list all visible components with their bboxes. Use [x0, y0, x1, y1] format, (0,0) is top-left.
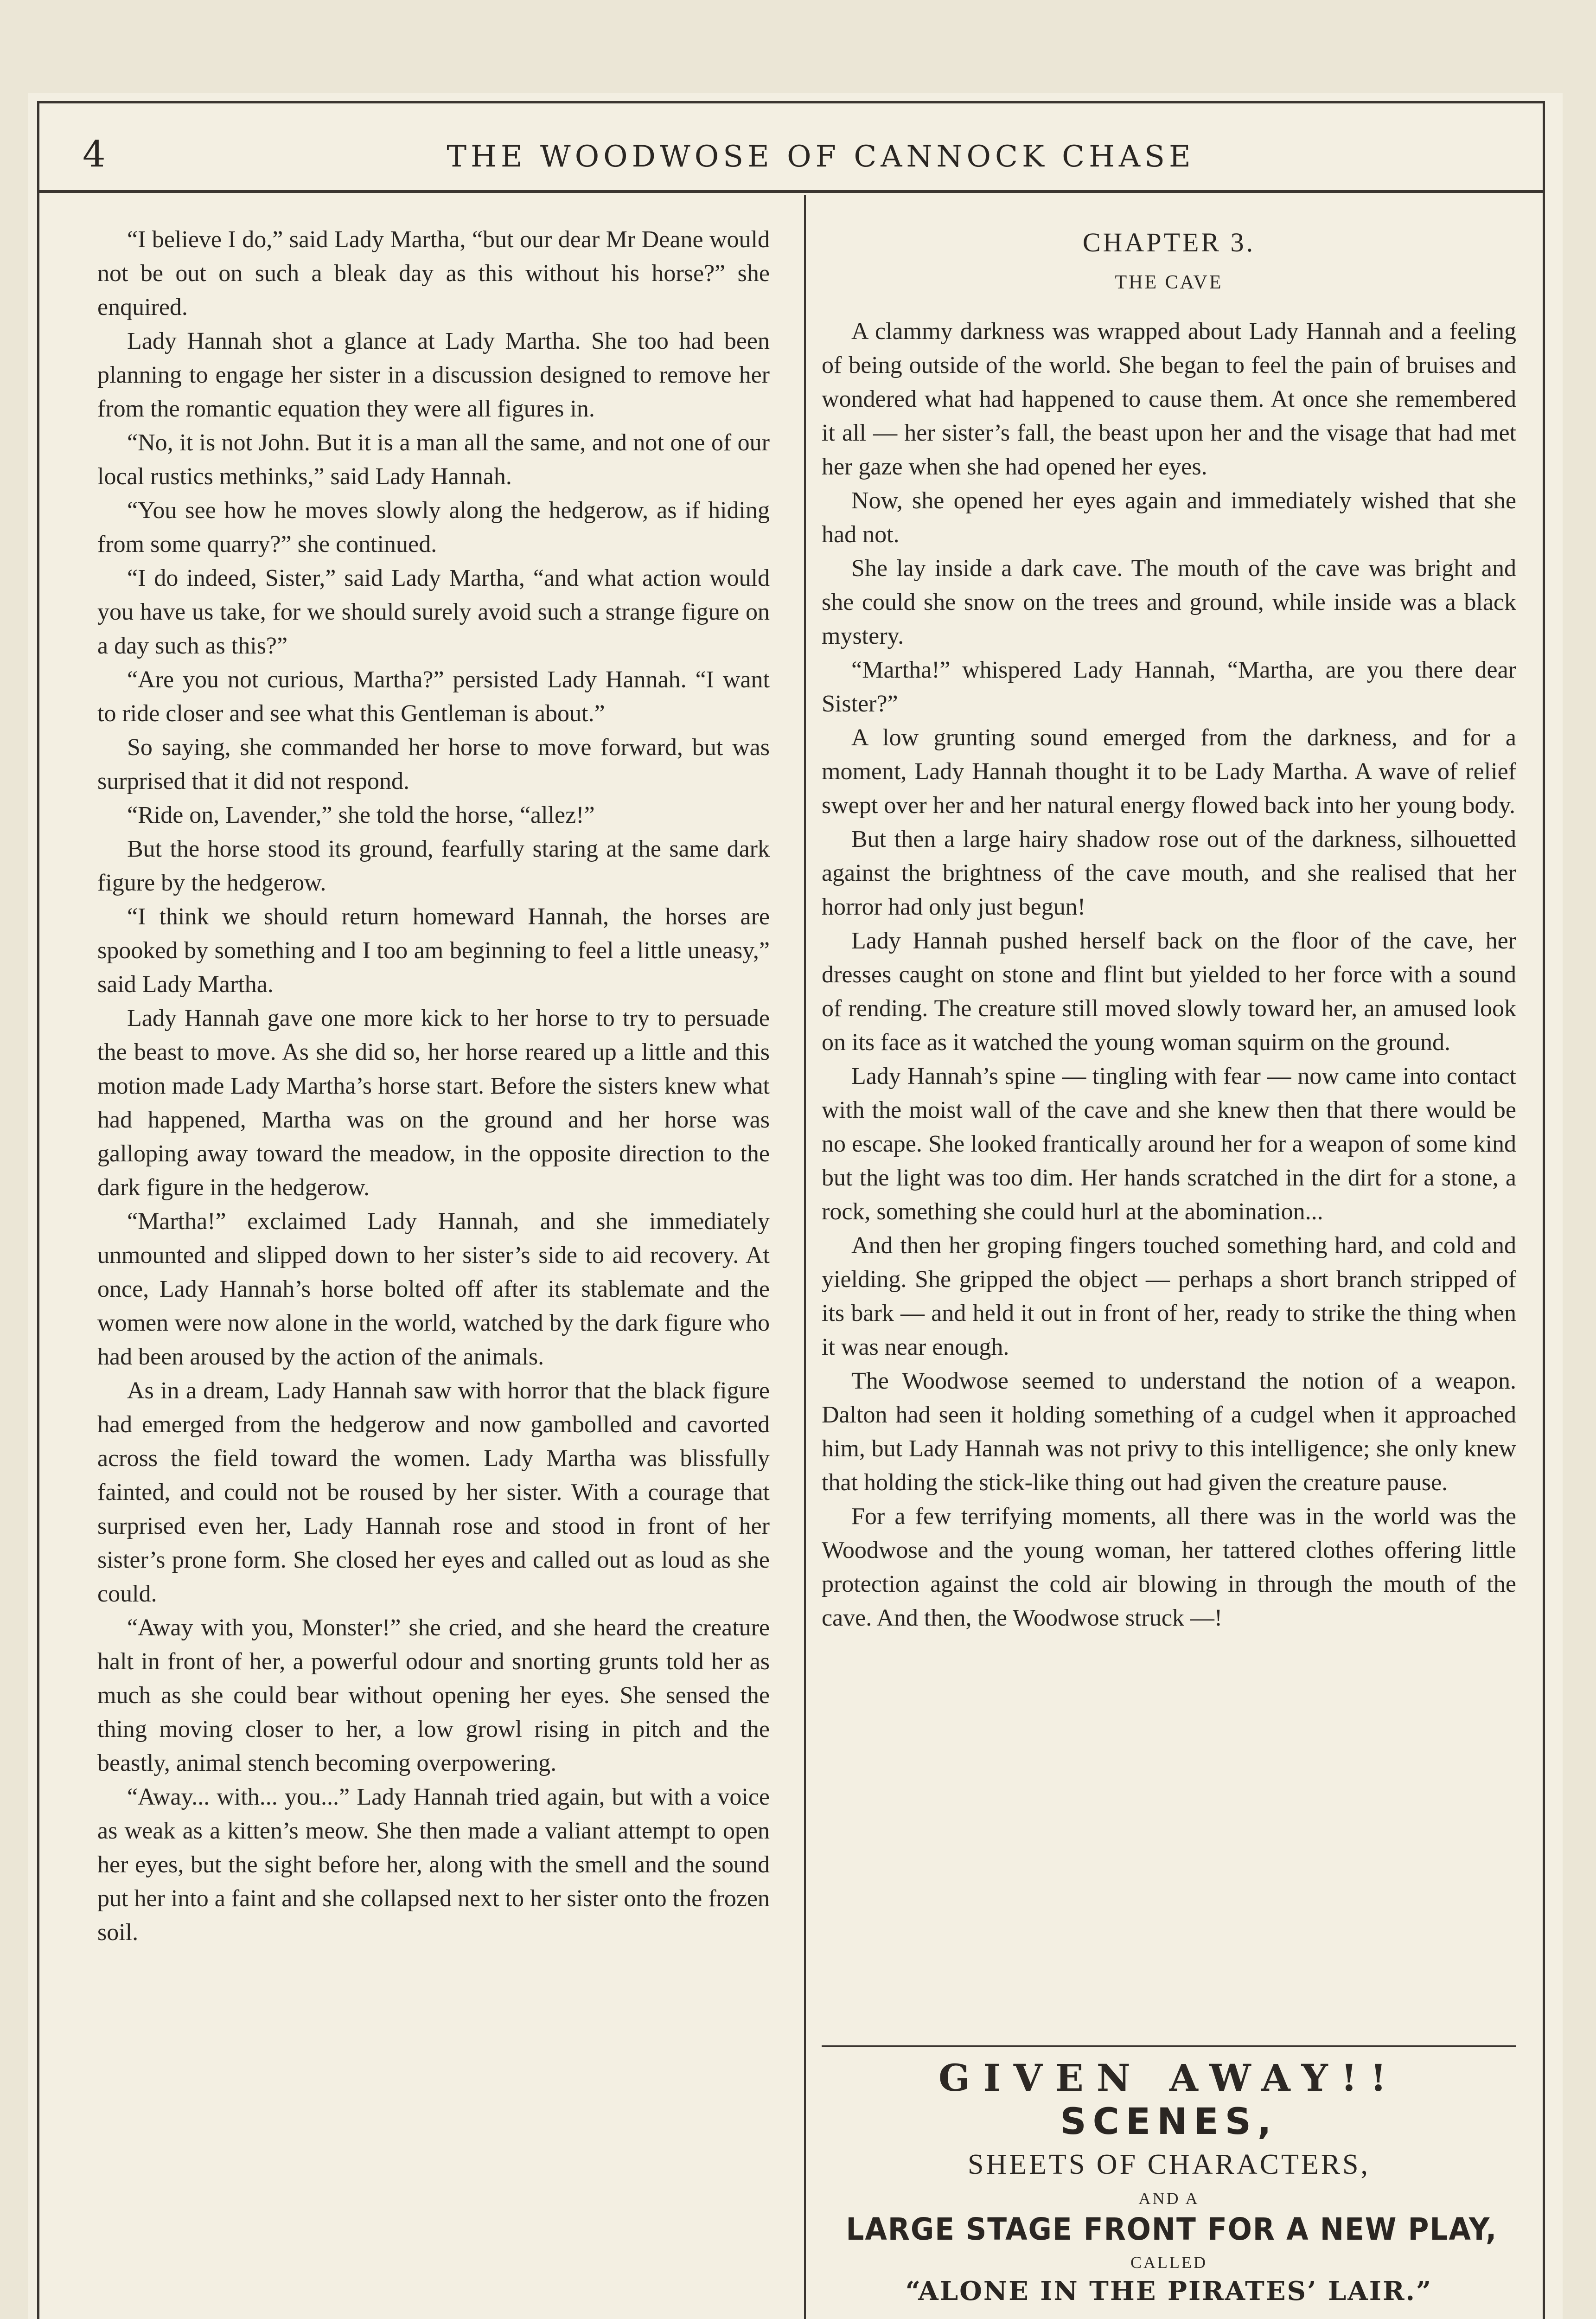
- paragraph: “Away with you, Monster!” she cried, and she heard the creature halt in front of her, a powerful odour and snorting grunts told her as much as she could bear without opening her eyes. She sensed the thing moving closer to her, a low growl rising in pitch and the beastly, animal stench becoming overpowering.: [97, 1614, 770, 1776]
- paragraph: The Woodwose seemed to understand the notion of a weapon. Dalton had seen it holding something of a cudgel when it approached him, but Lady Hannah was not privy to this intelligence; she only knew that holding the stick-like thing out had given the creature pause.: [822, 1368, 1516, 1496]
- paragraph: So saying, she commanded her horse to move forward, but was surprised that it did not respond.: [97, 734, 770, 794]
- paragraph: “I do indeed, Sister,” said Lady Martha, “and what action would you have us take, for we should surely avoid such a strange figure on a day such as this?”: [97, 565, 770, 659]
- paragraph: “I think we should return homeward Hannah, the horses are spooked by something and I too am beginning to feel a little uneasy,” said Lady Martha.: [97, 903, 770, 998]
- chapter-heading: CHAPTER 3.: [1082, 227, 1256, 257]
- paragraph: “You see how he moves slowly along the hedgerow, as if hiding from some quarry?” she continued.: [97, 497, 770, 557]
- paragraph: A low grunting sound emerged from the darkness, and for a moment, Lady Hannah thought it to be Lady Martha. A wave of relief swept over her and her natural energy flowed back into her young body.: [822, 724, 1516, 819]
- left-border: [37, 101, 39, 2319]
- paragraph: “I believe I do,” said Lady Martha, “but our dear Mr Deane would not be out on such a bleak day as this without his horse?” she enquired.: [97, 226, 770, 320]
- paragraph: “Martha!” whispered Lady Hannah, “Martha, are you there dear Sister?”: [822, 657, 1516, 717]
- chapter-title: THE CAVE: [1115, 272, 1223, 293]
- paragraph: But the horse stood its ground, fearfully staring at the same dark figure by the hedgerow.: [97, 836, 770, 896]
- header-rule: [37, 190, 1545, 193]
- advert-and-a: AND A: [1138, 2189, 1200, 2208]
- paragraph: But then a large hairy shadow rose out of the darkness, silhouetted against the brightness of the cave mouth, and she realised that her horror had only just begun!: [822, 826, 1516, 920]
- advert-called: CALLED: [1130, 2253, 1207, 2272]
- paragraph: “Martha!” exclaimed Lady Hannah, and she immediately unmounted and slipped down to her sister’s side to aid recovery. At once, Lady Hannah’s horse bolted off after its stablemate and the women were now alone in the world, watched by the dark figure who had been aroused by the action of the animals.: [97, 1208, 770, 1370]
- left-column: [97, 223, 770, 1949]
- right-border: [1543, 101, 1545, 2319]
- paragraph: A clammy darkness was wrapped about Lady Hannah and a feeling of being outside of the world. She began to feel the pain of bruises and wondered what had happened to cause them. At once she remembered it all — her sister’s fall, the beast upon her and the visage that had met her gaze when she had opened her eyes.: [822, 318, 1516, 480]
- column-divider: [804, 195, 806, 2319]
- paragraph: Lady Hannah pushed herself back on the floor of the cave, her dresses caught on stone and flint but yielded to her force with a sound of rending. The creature still moved slowly toward her, an amused look on its face as it watched the young woman squirm on the ground.: [822, 928, 1516, 1056]
- paragraph: She lay inside a dark cave. The mouth of the cave was bright and she could she snow on the trees and ground, while inside was a black mystery.: [822, 555, 1516, 649]
- advert-stage-front: LARGE STAGE FRONT FOR A NEW PLAY,: [846, 2211, 1498, 2247]
- paragraph: “Away... with... you...” Lady Hannah tried again, but with a voice as weak as a kitten’s meow. She then made a valiant attempt to open her eyes, but the sight before her, along with the smell and the sound put her into a faint and she collapsed next to her sister onto the frozen soil.: [97, 1784, 770, 1946]
- advert-top-rule: [822, 2045, 1516, 2047]
- running-title: THE WOODWOSE OF CANNOCK CHASE: [447, 140, 1195, 174]
- paragraph: Lady Hannah shot a glance at Lady Martha. She too had been planning to engage her sister in a discussion designed to remove her from the romantic equation they were all figures in.: [97, 328, 770, 422]
- advert-given-away: GIVEN AWAY!!: [938, 2056, 1399, 2100]
- advert-scenes: SCENES,: [1060, 2101, 1278, 2143]
- right-column: [822, 223, 1516, 1635]
- advertisement: [822, 2056, 1516, 2319]
- paragraph: “Are you not curious, Martha?” persisted Lady Hannah. “I want to ride closer and see what this Gentleman is about.”: [97, 666, 770, 727]
- paragraph: For a few terrifying moments, all there was in the world was the Woodwose and the young woman, her tattered clothes offering little protection against the cold air blowing in through the mouth of the cave. And then, the Woodwose struck —!: [822, 1503, 1516, 1631]
- advert-play-title: “ALONE IN THE PIRATES’ LAIR.”: [905, 2276, 1433, 2306]
- paragraph: “Ride on, Lavender,” she told the horse, “allez!”: [127, 802, 595, 828]
- paragraph: Lady Hannah gave one more kick to her horse to try to persuade the beast to move. As she did so, her horse reared up a little and this motion made Lady Martha’s horse start. Before the sisters knew what had happened, Martha was on the ground and her horse was galloping away toward the meadow, in the opposite direction to the dark figure in the hedgerow.: [97, 1005, 770, 1201]
- paragraph: As in a dream, Lady Hannah saw with horror that the black figure had emerged from the hedgerow and now gambolled and cavorted across the field toward the women. Lady Martha was blissfully fainted, and could not be roused by her sister. With a courage that surprised even her, Lady Hannah rose and stood in front of her sister’s prone form. She closed her eyes and called out as loud as she could.: [97, 1377, 770, 1607]
- page-number: 4: [83, 134, 106, 175]
- paragraph: Lady Hannah’s spine — tingling with fear — now came into contact with the moist wall of the cave and she knew then that there would be no escape. She looked frantically around her for a weapon of some kind but the light was too dim. Her hands scratched in the dirt for a stone, a rock, something she could hurl at the abomination...: [822, 1063, 1516, 1225]
- paragraph: “No, it is not John. But it is a man all the same, and not one of our local rustics methinks,” said Lady Hannah.: [97, 429, 770, 490]
- paragraph: And then her groping fingers touched something hard, and cold and yielding. She gripped the object — perhaps a short branch stripped of its bark — and held it out in front of her, ready to strike the thing when it was near enough.: [822, 1232, 1516, 1360]
- top-rule: [37, 101, 1545, 103]
- paragraph: Now, she opened her eyes again and immediately wished that she had not.: [822, 487, 1516, 548]
- advert-sheets: SHEETS OF CHARACTERS,: [967, 2149, 1371, 2180]
